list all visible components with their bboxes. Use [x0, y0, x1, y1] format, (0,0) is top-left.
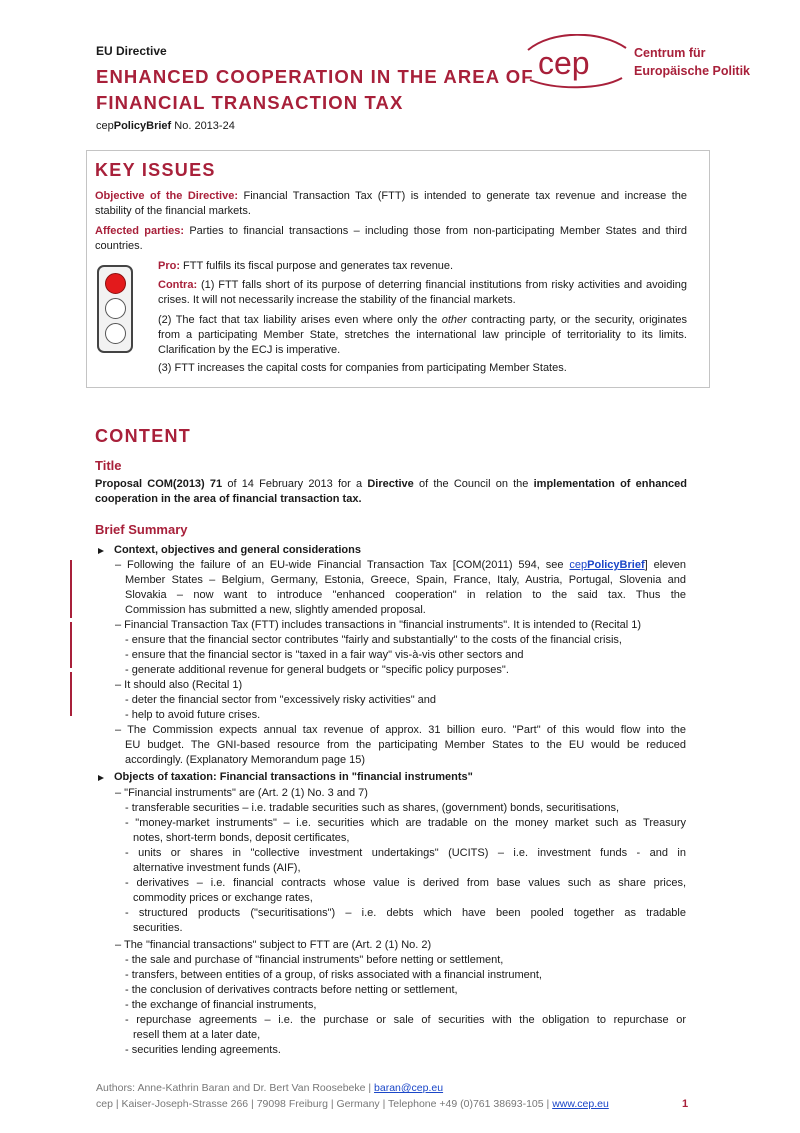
- organization-name: Centrum für Europäische Politik: [634, 46, 751, 78]
- context-item-3-line-1: – It should also (Recital 1): [115, 679, 243, 691]
- objects-item-1-line-3: - "money-market instruments" – i.e. securities which are tradable on the money market such as Treasury: [125, 817, 686, 829]
- objects-item-1-line-1: – "Financial instruments" are (Art. 2 (1) No. 3 and 7): [115, 787, 368, 799]
- context-item-4-line-1: – The Commission expects annual tax revenue of approx. 31 billion euro. "Part" of this would flow into the: [115, 724, 686, 736]
- contra-paragraph-1: Contra: (1) FTT falls short of its purpose of deterring financial institutions from risky activities and avoiding crises. It will not necessarily increase the stability of the financial markets.: [158, 279, 687, 306]
- key-issues-heading: KEY ISSUES: [95, 160, 216, 180]
- context-item-1-line-4: Commission has submitted a new, slightly amended proposal.: [125, 604, 426, 616]
- content-heading: CONTENT: [95, 426, 192, 446]
- context-item-2-line-4: - generate additional revenue for general budgets or "specific policy purposes".: [125, 664, 509, 676]
- objects-item-2-line-6: - repurchase agreements – i.e. the purchase or sale of securities with the obligation to repurchase or: [125, 1014, 686, 1026]
- objects-item-2-line-5: - the exchange of financial instruments,: [125, 999, 317, 1011]
- objective-paragraph: Objective of the Directive: Financial Transaction Tax (FTT) is intended to generate tax revenue and increase the stability of the financial markets.: [95, 190, 687, 217]
- context-item-4-line-2: EU budget. The GNI-based resource from the participating Member States to the EU would be reduced: [125, 739, 686, 751]
- objects-item-1-line-5: - units or shares in "collective investment undertakings" (UCITS) – i.e. investment funds - and in: [125, 847, 686, 859]
- context-item-1-line-3: Slovakia – now want to introduce "enhanced cooperation" in relation to the said tax. Thus the: [125, 589, 686, 601]
- brief-summary-subheading: Brief Summary: [95, 522, 188, 537]
- context-item-2-line-2: - ensure that the financial sector contributes "fairly and substantially" to the costs of the financial crisis,: [125, 634, 622, 646]
- objects-item-1-line-4: notes, short-term bonds, deposit certificates,: [133, 832, 350, 844]
- triangle-bullet-icon: [98, 548, 104, 554]
- objects-item-2-line-4: - the conclusion of derivatives contracts before netting or settlement,: [125, 984, 458, 996]
- footer-address: cep | Kaiser-Joseph-Strasse 266 | 79098 Freiburg | Germany | Telephone +49 (0)761 38693-105 | www.cep.eu: [96, 1098, 609, 1110]
- cep-logo: [522, 34, 632, 90]
- footer-authors: Authors: Anne-Kathrin Baran and Dr. Bert Van Roosebeke | baran@cep.eu: [96, 1082, 444, 1094]
- objects-item-1-line-10: securities.: [133, 922, 183, 934]
- change-marker: [70, 622, 72, 668]
- policy-brief-link[interactable]: cepPolicyBrief: [569, 559, 645, 571]
- context-item-1-line-1: – Following the failure of an EU-wide Financial Transaction Tax [COM(2011) 594, see cepPolicyBrief] eleven: [115, 559, 686, 571]
- website-link[interactable]: www.cep.eu: [552, 1098, 609, 1110]
- change-marker: [70, 560, 72, 618]
- page-number: 1: [682, 1098, 689, 1110]
- triangle-bullet-icon: [98, 775, 104, 781]
- context-item-3-line-3: - help to avoid future crises.: [125, 709, 261, 721]
- contra-paragraph-2: (2) The fact that tax liability arises even where only the other contracting party, or the security, originates from a participating Member State, stretches the international law principle of territoriality to its limits. Clarification by the ECJ is imperative.: [158, 314, 687, 356]
- objects-item-1-line-9: - structured products ("securitisations") – i.e. debts which have been pooled together as tradable: [125, 907, 686, 919]
- title-subheading: Title: [95, 458, 122, 473]
- context-item-3-line-2: - deter the financial sector from "excessively risky activities" and: [125, 694, 437, 706]
- document-type-label: EU Directive: [96, 44, 167, 58]
- context-item-1-line-2: Member States – Belgium, Germany, Estonia, Greece, Spain, France, Italy, Austria, Portugal, Slovenia and: [125, 574, 686, 586]
- change-marker: [70, 672, 72, 716]
- context-item-2-line-3: - ensure that the financial sector is "taxed in a fair way" vis-à-vis other sectors and: [125, 649, 524, 661]
- proposal-paragraph: Proposal COM(2013) 71 of 14 February 2013 for a Directive of the Council on the implementation of enhanced cooperation in the area of financial transaction tax.: [95, 478, 688, 505]
- amber-lamp: [105, 298, 126, 319]
- objects-item-1-line-8: commodity prices or exchange rates,: [133, 892, 313, 904]
- objects-item-2-line-7: resell them at a later date,: [133, 1029, 261, 1041]
- context-item-2-line-1: – Financial Transaction Tax (FTT) includes transactions in "financial instruments". It is intended to (Recital 1): [115, 619, 642, 631]
- objects-item-1-line-7: - derivatives – i.e. financial contracts whose value is derived from base values such as share prices,: [125, 877, 686, 889]
- affected-parties-paragraph: Affected parties: Parties to financial transactions – including those from non-participating Member States and third countries.: [95, 225, 688, 252]
- pro-paragraph: Pro: FTT fulfils its fiscal purpose and generates tax revenue.: [158, 260, 454, 272]
- green-lamp: [105, 323, 126, 344]
- objects-item-1-line-6: alternative investment funds (AIF),: [133, 862, 301, 874]
- author-email-link[interactable]: baran@cep.eu: [374, 1082, 444, 1094]
- context-item-4-line-3: accordingly. (Explanatory Memorandum page 15): [125, 754, 366, 766]
- section-objects-title: Objects of taxation: Financial transactions in "financial instruments": [114, 771, 473, 783]
- objects-item-2-line-3: - transfers, between entities of a group, of risks associated with a financial instrument,: [125, 969, 542, 981]
- policy-brief-number: cepPolicyBrief No. 2013-24: [96, 120, 235, 132]
- section-context-title: Context, objectives and general considerations: [114, 544, 361, 556]
- objects-item-2-line-1: – The "financial transactions" subject to FTT are (Art. 2 (1) No. 2): [115, 939, 432, 951]
- traffic-light-icon: [97, 265, 133, 353]
- objects-item-1-line-2: - transferable securities – i.e. tradable securities such as shares, (government) bonds, securitisations,: [125, 802, 620, 814]
- contra-paragraph-3: (3) FTT increases the capital costs for companies from participating Member States.: [158, 362, 567, 374]
- svg-text:cep: cep: [538, 45, 590, 81]
- objects-item-2-line-8: - securities lending agreements.: [125, 1044, 281, 1056]
- page-title: ENHANCED COOPERATION IN THE AREA OF FINANCIAL TRANSACTION TAX: [96, 66, 534, 113]
- red-lamp: [105, 273, 126, 294]
- objects-item-2-line-2: - the sale and purchase of "financial instruments" before netting or settlement,: [125, 954, 504, 966]
